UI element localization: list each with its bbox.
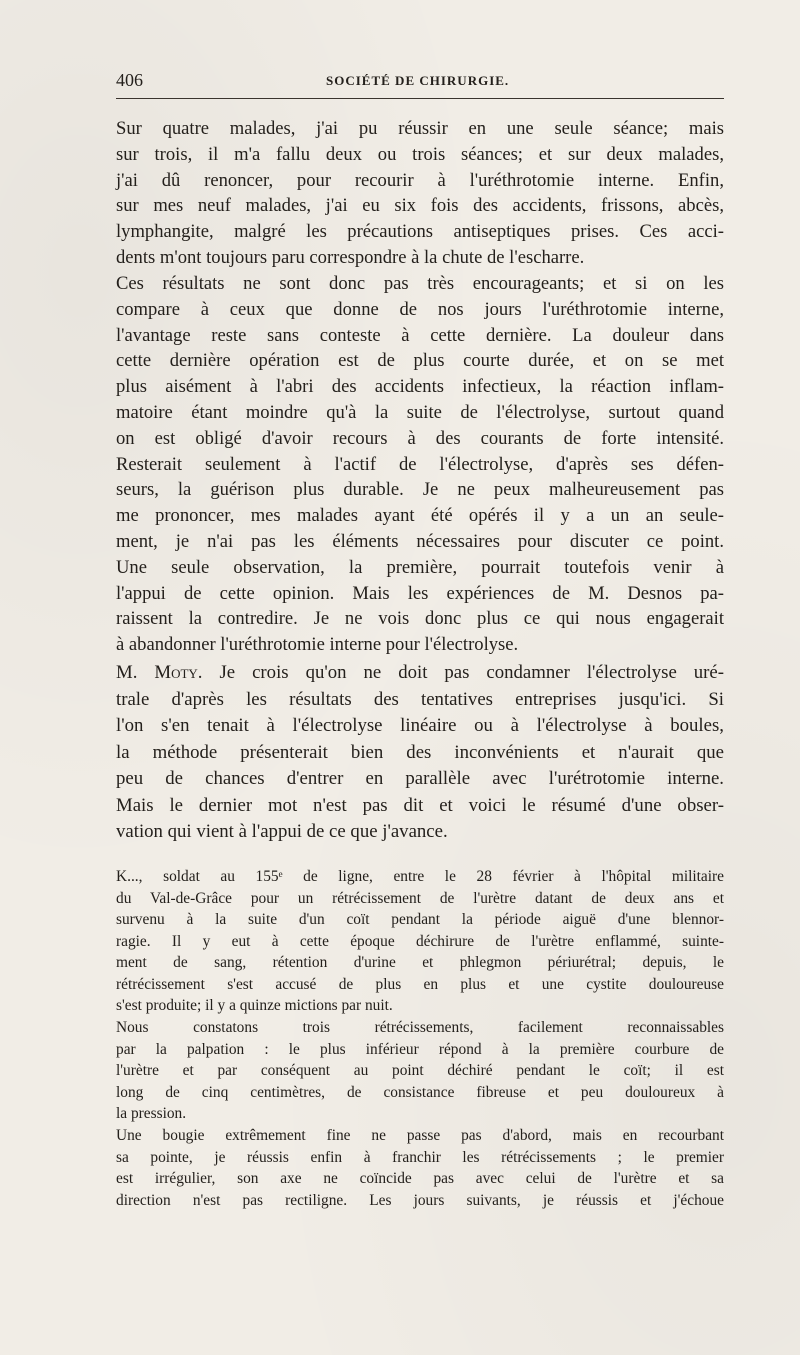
text-line: du Val-de-Grâce pour un rétrécissement de l'urètre datant de deux ans et: [116, 889, 724, 907]
observation-case: [116, 866, 724, 1017]
speaker-name: Moty: [154, 662, 198, 683]
text-line: l'on s'en tenait à l'électrolyse linéaire ou à l'électrolyse à boules,: [116, 715, 724, 736]
text-line: Ces résultats ne sont donc pas très encourageants; et si on les: [116, 273, 724, 294]
text-line: ragie. Il y eut à cette époque déchirure de l'urètre enflammé, suinte-: [116, 932, 724, 950]
text-line: ment de sang, rétention d'urine et phlegmon périurétral; depuis, le: [116, 954, 724, 971]
text-line: matoire étant moindre qu'à la suite de l'électrolyse, surtout quand: [116, 401, 724, 423]
speaker-prefix: M.: [116, 662, 155, 683]
text-line: dents m'ont toujours paru correspondre à la chute de l'escharre.: [116, 246, 585, 268]
text-line: sa pointe, je réussis enfin à franchir les rétrécissements ; le premier: [116, 1148, 724, 1166]
journal-title: SOCIÉTÉ DE CHIRURGIE.: [326, 73, 510, 88]
text-line: Nous constatons trois rétrécissements, facilement reconnaissables: [116, 1019, 724, 1036]
text-line: vation qui vient à l'appui de ce que j'avance.: [116, 821, 448, 842]
text-line: à abandonner l'uréthrotomie interne pour l'électrolyse.: [116, 634, 519, 656]
line-text: . Je crois qu'on ne doit pas condamner l'électrolyse uré-: [197, 662, 724, 683]
text-line: cette dernière opération est de plus courte durée, et on se met: [116, 350, 724, 372]
paragraph-conclusion: [116, 271, 724, 658]
text-line: par la palpation : le plus inférieur répond à la première courbure de: [116, 1040, 724, 1058]
text-line: la méthode présenterait bien des inconvénients et n'aurait que: [116, 741, 724, 763]
text-line: la pression.: [116, 1105, 187, 1122]
text-line: rétrécissement s'est accusé de plus en plus et une cystite douloureuse: [116, 975, 724, 993]
text-line: trale d'après les résultats des tentatives entreprises jusqu'ici. Si: [116, 688, 724, 710]
text-line: compare à ceux que donne de nos jours l'uréthrotomie interne,: [116, 298, 724, 320]
text-line: Une seule observation, la première, pourrait toutefois venir à: [116, 556, 724, 578]
page-number: 406: [116, 70, 143, 90]
text-line: direction n'est pas rectiligne. Les jours suivants, je réussis et j'échoue: [116, 1191, 724, 1209]
text-line: [116, 660, 724, 687]
header-rule: [116, 98, 724, 99]
text-line: survenu à la suite d'un coït pendant la période aiguë d'une blennor-: [116, 911, 724, 928]
paragraph-results: [116, 116, 724, 271]
text-line: Resterait seulement à l'actif de l'électrolyse, d'après ses défen-: [116, 453, 724, 475]
text-line: l'appui de cette opinion. Mais les expériences de M. Desnos pa-: [116, 582, 724, 604]
text-line: ment, je n'ai pas les éléments nécessaires pour discuter ce point.: [116, 530, 724, 552]
observation-catheter: [116, 1125, 724, 1211]
text-line: me prononcer, mes malades ayant été opérés il y a un an seule-: [116, 505, 724, 527]
running-head: [116, 70, 724, 92]
text-line: peu de chances d'entrer en parallèle avec l'urétrotomie interne.: [116, 768, 724, 789]
text-line: l'urètre et par conséquent au point déchiré pendant le coït; il est: [116, 1062, 724, 1079]
text-line: Mais le dernier mot n'est pas dit et voici le résumé d'une obser-: [116, 794, 724, 816]
text-line: raissent la contredire. Je ne vois donc plus ce qui nous engagerait: [116, 608, 724, 630]
text-line: on est obligé d'avoir recours à des courants de forte intensité.: [116, 427, 724, 449]
text-line: long de cinq centimètres, de consistance fibreuse et peu douloureux à: [116, 1083, 724, 1101]
text-line: Une bougie extrêmement fine ne passe pas d'abord, mais en recourbant: [116, 1127, 724, 1144]
text-line: s'est produite; il y a quinze mictions par nuit.: [116, 997, 393, 1014]
text-line: seurs, la guérison plus durable. Je ne peux malheureusement pas: [116, 479, 724, 501]
text-line: plus aisément à l'abri des accidents infectieux, la réaction inflam-: [116, 376, 724, 398]
text-line: l'avantage reste sans conteste à cette dernière. La douleur dans: [116, 324, 724, 346]
text-line: sur trois, il m'a fallu deux ou trois séances; et sur deux malades,: [116, 143, 724, 165]
text-line: j'ai dû renoncer, pour recourir à l'uréthrotomie interne. Enfin,: [116, 169, 724, 191]
text-line: est irrégulier, son axe ne coïncide pas avec celui de l'urètre et sa: [116, 1170, 724, 1187]
text-line: K..., soldat au 155ᵉ de ligne, entre le 28 février à l'hôpital militaire: [116, 868, 724, 885]
text-line: lymphangite, malgré les précautions antiseptiques prises. Ces acci-: [116, 221, 724, 243]
paragraph-moty: [116, 660, 724, 846]
text-line: sur mes neuf malades, j'ai eu six fois des accidents, frissons, abcès,: [116, 195, 724, 217]
observation-palpation: [116, 1017, 724, 1125]
text-line: Sur quatre malades, j'ai pu réussir en une seule séance; mais: [116, 118, 724, 139]
